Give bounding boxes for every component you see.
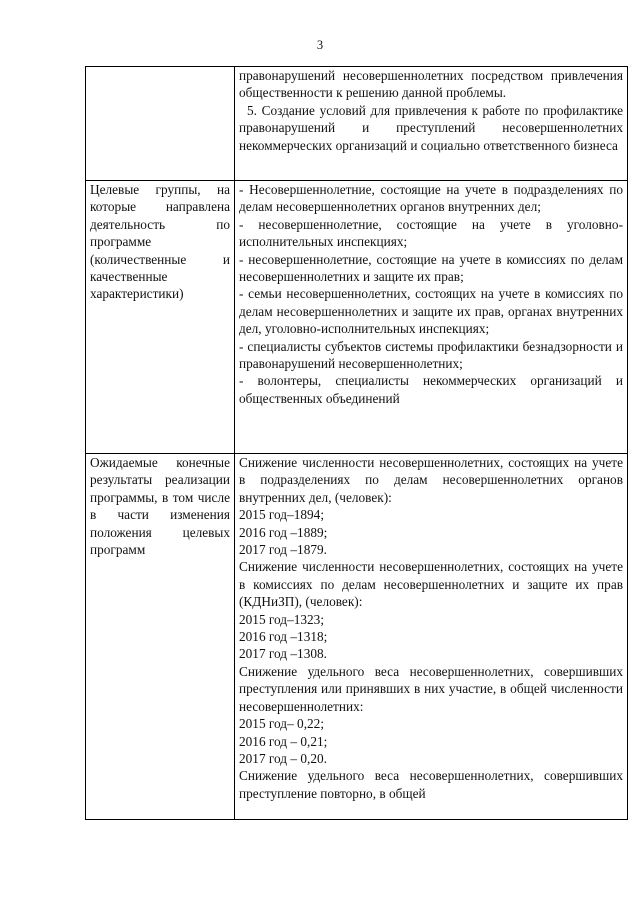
result-year-value: 2016 год –1318;: [239, 629, 328, 645]
result-year-value: 2015 год–1323;: [239, 611, 325, 627]
content-paragraph: 5. Создание условий для привлечения к работе по профилактике правонарушений и преступлений несовершеннолетних некоммерческих организаций и социально ответственного бизнеса: [239, 102, 623, 153]
content-paragraph: правонарушений несовершеннолетних посредством привлечения общественности к решению данной проблемы.: [239, 68, 623, 101]
list-item: - специалисты субъектов системы профилактики безнадзорности и правонарушений несовершеннолетних;: [239, 338, 623, 372]
list-item: - семьи несовершеннолетних, состоящих на учете в комиссиях по делам несовершеннолетних и защите их прав, органах внутренних дел, уголовно-исполнительных инспекциях;: [239, 286, 623, 337]
row-content-expected-results: [235, 454, 628, 820]
list-item: - несовершеннолетние, состоящие на учете в комиссиях по делам несовершеннолетних и защите их прав;: [239, 251, 623, 285]
row-label-expected-results: Ожидаемые конечные результаты реализации программы, в том числе в части изменения положения целевых программ: [86, 454, 235, 820]
result-description: Снижение удельного веса несовершеннолетних, совершивших преступления или принявших в них участие, в общей численности несовершеннолетних:: [239, 663, 623, 714]
result-year-value: 2016 год –1889;: [239, 524, 328, 540]
result-year-value: 2015 год–1894;: [239, 507, 325, 523]
result-year-value: 2016 год – 0,21;: [239, 733, 328, 749]
list-item: - несовершеннолетние, состоящие на учете в уголовно-исполнительных инспекциях;: [239, 216, 623, 250]
result-year-value: 2017 год –1879.: [239, 542, 327, 558]
list-item: - волонтеры, специалисты некоммерческих организаций и общественных объединений: [239, 373, 623, 406]
table-row: [86, 181, 628, 454]
table-row: [86, 454, 628, 820]
result-description: Снижение удельного веса несовершеннолетних, совершивших преступление повторно, в общей: [239, 768, 623, 801]
page-number: 3: [316, 38, 324, 52]
result-description: Снижение численности несовершеннолетних, состоящих на учете в подразделениях по делам несовершеннолетних органов внутренних дел, (человек):: [239, 455, 623, 505]
row-content: [235, 67, 628, 181]
row-label-target-groups: Целевые группы, на которые направлена деятельность по программе (количественные и качественные характеристики): [86, 181, 235, 454]
list-item: - Несовершеннолетние, состоящие на учете в подразделениях по делам несовершеннолетних органов внутренних дел;: [239, 182, 623, 215]
result-description: Снижение численности несовершеннолетних, состоящих на учете в комиссиях по делам несовершеннолетних и защите их прав (КДНиЗП), (человек):: [239, 559, 623, 610]
row-label-empty: [86, 67, 235, 181]
result-year-value: 2017 год – 0,20.: [239, 750, 327, 766]
result-year-value: 2015 год– 0,22;: [239, 716, 325, 732]
table-row: [86, 67, 628, 181]
result-year-value: 2017 год –1308.: [239, 646, 327, 662]
program-passport-table: [85, 66, 628, 820]
row-content-target-groups: [235, 181, 628, 454]
